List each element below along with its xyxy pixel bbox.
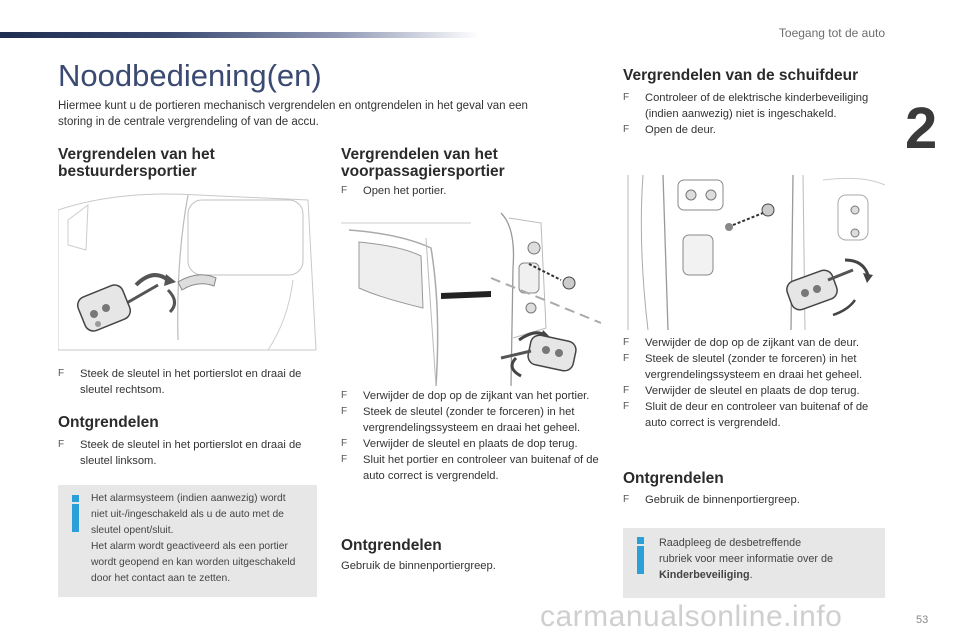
step-text: Sluit de deur en controleer van buitenaf of de auto correct is vergrendeld. xyxy=(645,401,869,429)
bullet-marker-icon: F xyxy=(623,92,630,103)
bullet-marker-icon: F xyxy=(623,494,630,505)
section-title: Toegang tot de auto xyxy=(778,26,885,40)
step-text: Verwijder de dop op de zijkant van het portier. xyxy=(363,390,590,402)
info-icon-bar xyxy=(637,546,644,574)
watermark: carmanualsonline.info xyxy=(540,600,843,633)
col2-heading xyxy=(341,146,505,180)
col2-unlock-text: Gebruik de binnenportiergreep. xyxy=(341,560,496,572)
col3-steps xyxy=(623,335,888,431)
col2-pre-steps xyxy=(341,183,601,199)
bullet-marker-icon: F xyxy=(341,185,348,196)
step-text: Gebruik de binnenportiergreep. xyxy=(645,494,800,506)
list-item xyxy=(623,90,885,122)
bullet-marker-icon: F xyxy=(341,438,348,449)
list-item xyxy=(341,452,606,484)
col1-unlock-steps xyxy=(58,437,313,469)
info-end: . xyxy=(749,569,753,581)
info-icon xyxy=(72,495,79,502)
step-text: Steek de sleutel (zonder te forceren) in het vergrendelingssysteem en draai het geheel. xyxy=(645,353,863,381)
col3-pre-steps xyxy=(623,90,885,138)
info-bold-term: Kinderbeveiliging xyxy=(659,569,750,581)
list-item xyxy=(341,404,606,436)
info-line: Het alarm wordt geactiveerd als een portier xyxy=(91,541,288,552)
col2-steps xyxy=(341,388,606,484)
passenger-door-lock-illustration xyxy=(341,208,601,386)
step-text: Verwijder de sleutel en plaats de dop terug. xyxy=(363,438,578,450)
bullet-marker-icon: F xyxy=(623,401,630,412)
col2-heading-line2: voorpassagiersportier xyxy=(341,163,505,180)
info-line: sleutel opent/sluit. xyxy=(91,525,174,536)
col2-heading-line1: Vergrendelen van het xyxy=(341,146,498,163)
chapter-number: 2 xyxy=(905,96,938,161)
list-item xyxy=(623,351,888,383)
bullet-marker-icon: F xyxy=(623,353,630,364)
list-item xyxy=(623,122,885,138)
col1-heading xyxy=(58,146,215,180)
header-gradient-bar xyxy=(0,32,480,38)
bullet-marker-icon: F xyxy=(623,385,630,396)
info-icon xyxy=(637,537,644,544)
info-icon-bar xyxy=(72,504,79,532)
page-title: Noodbediening(en) xyxy=(58,58,322,93)
list-item xyxy=(58,437,313,469)
sliding-door-lock-illustration xyxy=(623,175,885,330)
step-text: Open de deur. xyxy=(645,124,716,136)
info-line: niet uit-/ingeschakeld als u de auto met de xyxy=(91,509,284,520)
list-item xyxy=(58,366,313,398)
info-line: rubriek voor meer informatie over de xyxy=(659,553,834,565)
step-text: Verwijder de dop op de zijkant van de deur. xyxy=(645,337,859,349)
info-text xyxy=(659,535,881,583)
step-text: Sluit het portier en controleer van buitenaf of de auto correct is vergrendeld. xyxy=(363,454,599,482)
step-text: Steek de sleutel in het portierslot en draai de sleutel linksom. xyxy=(80,439,302,467)
bullet-marker-icon: F xyxy=(341,406,348,417)
col3-heading: Vergrendelen van de schuifdeur xyxy=(623,67,859,84)
alarm-info-box xyxy=(58,485,317,597)
list-item xyxy=(341,436,606,452)
info-line: Het alarmsysteem (indien aanwezig) wordt xyxy=(91,493,286,504)
info-line: wordt geopend en kan worden uitgeschakeld xyxy=(91,557,296,568)
info-line: door het contact aan te zetten. xyxy=(91,573,231,584)
step-text: Steek de sleutel (zonder te forceren) in het vergrendelingssysteem en draai het geheel. xyxy=(363,406,581,434)
bullet-marker-icon: F xyxy=(623,337,630,348)
intro-text: Hiermee kunt u de portieren mechanisch vergrendelen en ontgrendelen in het geval van een storing in de centrale vergrendeling of van de accu. xyxy=(58,100,528,128)
col3-unlock-heading: Ontgrendelen xyxy=(623,470,724,487)
driver-door-key-illustration xyxy=(58,190,318,355)
step-text: Verwijder de sleutel en plaats de dop terug. xyxy=(645,385,860,397)
child-lock-info-box xyxy=(623,528,885,598)
step-text: Open het portier. xyxy=(363,185,447,197)
step-text: Controleer of de elektrische kinderbeveiliging (indien aanwezig) niet is ingeschakeld. xyxy=(645,92,869,120)
page-number: 53 xyxy=(916,614,929,626)
bullet-marker-icon: F xyxy=(341,390,348,401)
bullet-marker-icon: F xyxy=(58,368,65,379)
list-item xyxy=(623,383,888,399)
col1-heading-line1: Vergrendelen van het xyxy=(58,146,215,163)
bullet-marker-icon: F xyxy=(341,454,348,465)
list-item xyxy=(341,388,606,404)
step-text: Steek de sleutel in het portierslot en draai de sleutel rechtsom. xyxy=(80,368,302,396)
col1-unlock-heading: Ontgrendelen xyxy=(58,414,159,431)
list-item xyxy=(623,335,888,351)
col2-unlock-heading: Ontgrendelen xyxy=(341,537,442,554)
list-item xyxy=(623,492,885,508)
info-line: Raadpleeg de desbetreffende xyxy=(659,537,802,549)
col1-heading-line2: bestuurdersportier xyxy=(58,163,197,180)
info-text xyxy=(91,491,313,587)
bullet-marker-icon: F xyxy=(58,439,65,450)
col1-lock-steps xyxy=(58,366,313,398)
bullet-marker-icon: F xyxy=(623,124,630,135)
list-item xyxy=(623,399,888,431)
col3-unlock-steps xyxy=(623,492,885,508)
list-item xyxy=(341,183,601,199)
info-line-bold xyxy=(659,567,881,583)
